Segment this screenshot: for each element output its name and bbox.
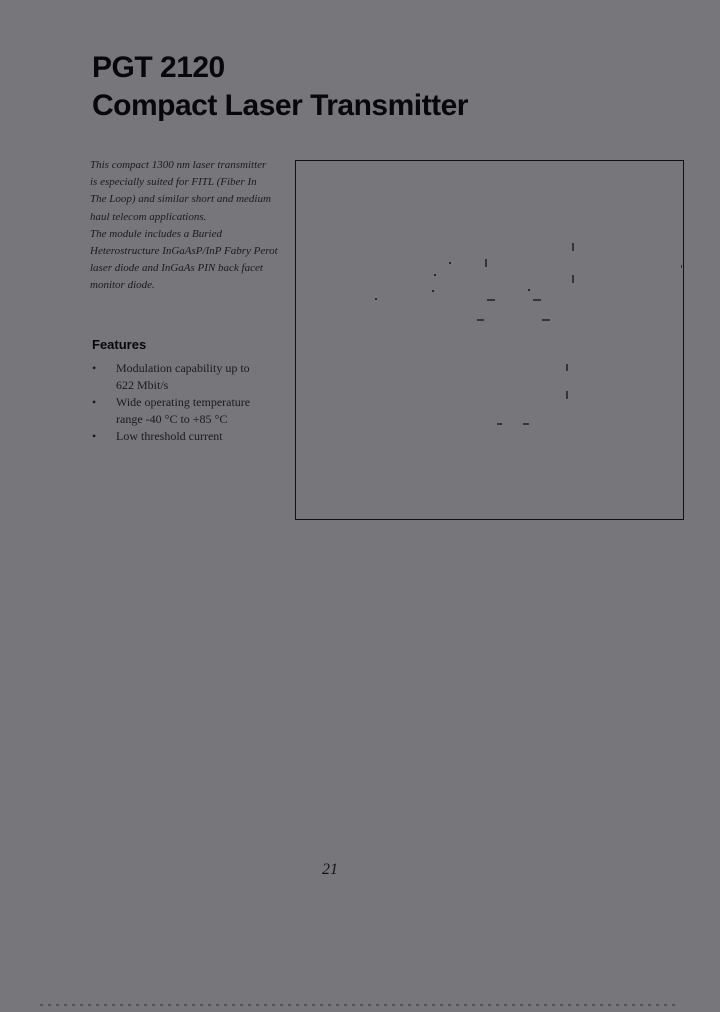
feature-item [92,428,292,445]
intro-line: The module includes a Buried [90,227,222,240]
feature-line: Low threshold current [116,429,223,443]
figure-dot [528,289,530,291]
scan-edge-artifact [40,1004,680,1006]
bullet-icon: • [92,361,97,375]
feature-line: Modulation capability up to [116,361,250,375]
feature-item [92,394,292,428]
figure-dot [432,290,434,292]
feature-item [92,360,292,394]
product-figure-frame [295,160,684,520]
intro-line: Heterostructure InGaAsP/InP Fabry Perot [90,245,278,258]
intro-line: laser diode and InGaAs PIN back facet [90,262,263,275]
figure-dot [375,298,377,300]
intro-paragraph [90,157,290,295]
intro-line: haul telecom applications. [90,210,207,223]
feature-line: 622 Mbit/s [116,378,169,392]
figure-dot [434,274,436,276]
intro-line: monitor diode. [90,279,155,292]
figure-dot [449,262,451,264]
page-number: 21 [322,861,338,878]
bullet-icon: • [92,429,97,443]
intro-line: This compact 1300 nm laser transmitter [90,159,267,171]
product-name-title: Compact Laser Transmitter [92,89,468,122]
features-list [92,360,292,445]
features-heading: Features [92,337,147,352]
bullet-icon: • [92,395,97,409]
intro-line: is especially suited for FITL (Fiber In [90,176,257,189]
figure-dot [681,265,682,268]
product-code-title: PGT 2120 [92,51,225,84]
intro-line: The Loop) and similar short and medium [90,193,271,206]
feature-line: range -40 °C to +85 °C [116,412,228,426]
feature-line: Wide operating temperature [116,395,251,409]
product-figure-marks [296,161,682,518]
